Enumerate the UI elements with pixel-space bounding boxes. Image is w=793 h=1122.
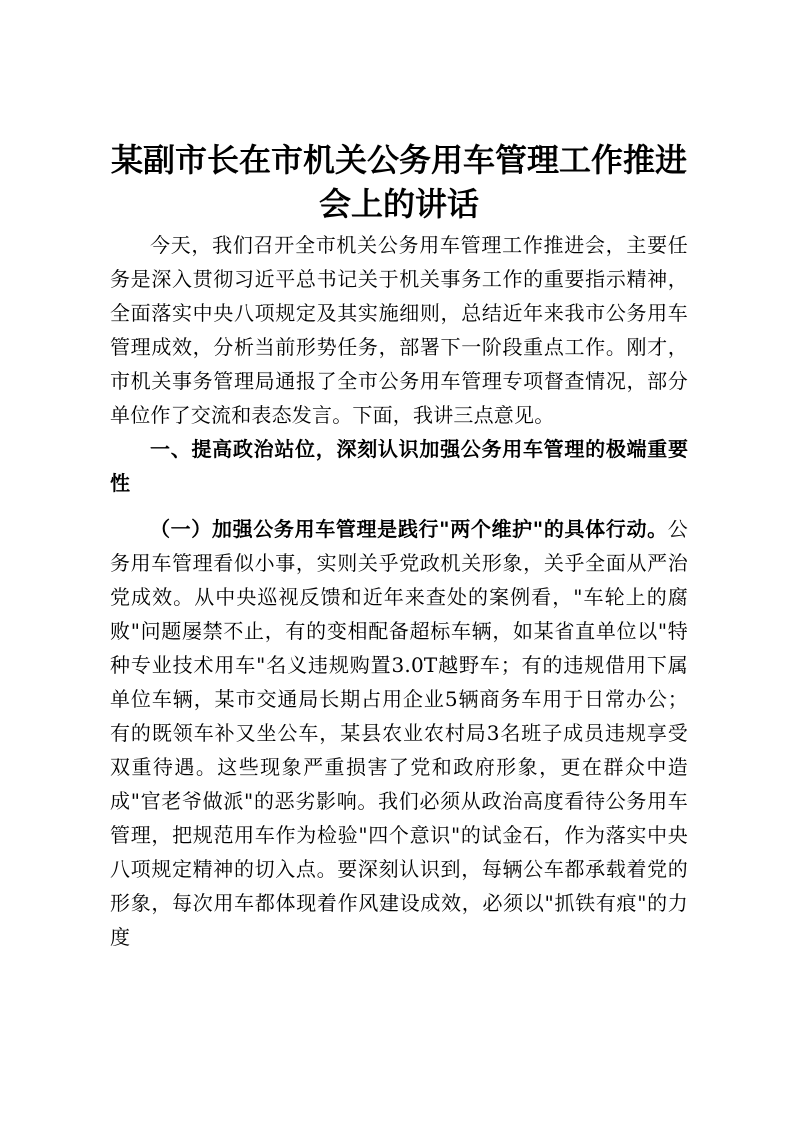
document-body	[110, 138, 688, 954]
intro-paragraph: 今天，我们召开全市机关公务用车管理工作推进会，主要任务是深入贯彻习近平总书记关于机关事务工作的重要指示精神，全面落实中央八项规定及其实施细则，总结近年来我市公务用车管理成效，分析当前形势任务，部署下一阶段重点工作。刚才，市机关事务管理局通报了全市公务用车管理专项督查情况，部分单位作了交流和表态发言。下面，我讲三点意见。	[110, 233, 688, 427]
subsection-body-1: 公务用车管理看似小事，实则关乎党政机关形象，关乎全面从严治党成效。从中央巡视反馈和近年来查处的案例看，"车轮上的腐败"问题屡禁不止，有的变相配备超标车辆，如某省直单位以"特种专业技术用车"名义违规购置3.0T越野车；有的违规借用下属单位车辆，某市交通局长期占用企业5辆商务车用于日常办公；有的既领车补又坐公车，某县农业农村局3名班子成员违规享受双重待遇。这些现象严重损害了党和政府形象，更在群众中造成"官老爷做派"的恶劣影响。我们必须从政治高度看待公务用车管理，把规范用车作为检验"四个意识"的试金石，作为落实中央八项规定精神的切入点。要深刻认识到，每辆公车都承载着党的形象，每次用车都体现着作风建设成效，必须以"抓铁有痕"的力度	[110, 517, 688, 949]
document-title: 某副市长在市机关公务用车管理工作推进会上的讲话	[110, 141, 687, 223]
subsection-heading-1: （一）加强公务用车管理是践行"两个维护"的具体行动。	[150, 517, 668, 541]
section-heading-1: 一、提高政治站位，深刻认识加强公务用车管理的极端重要性	[110, 437, 688, 495]
section-1-paragraph-1	[110, 512, 688, 954]
